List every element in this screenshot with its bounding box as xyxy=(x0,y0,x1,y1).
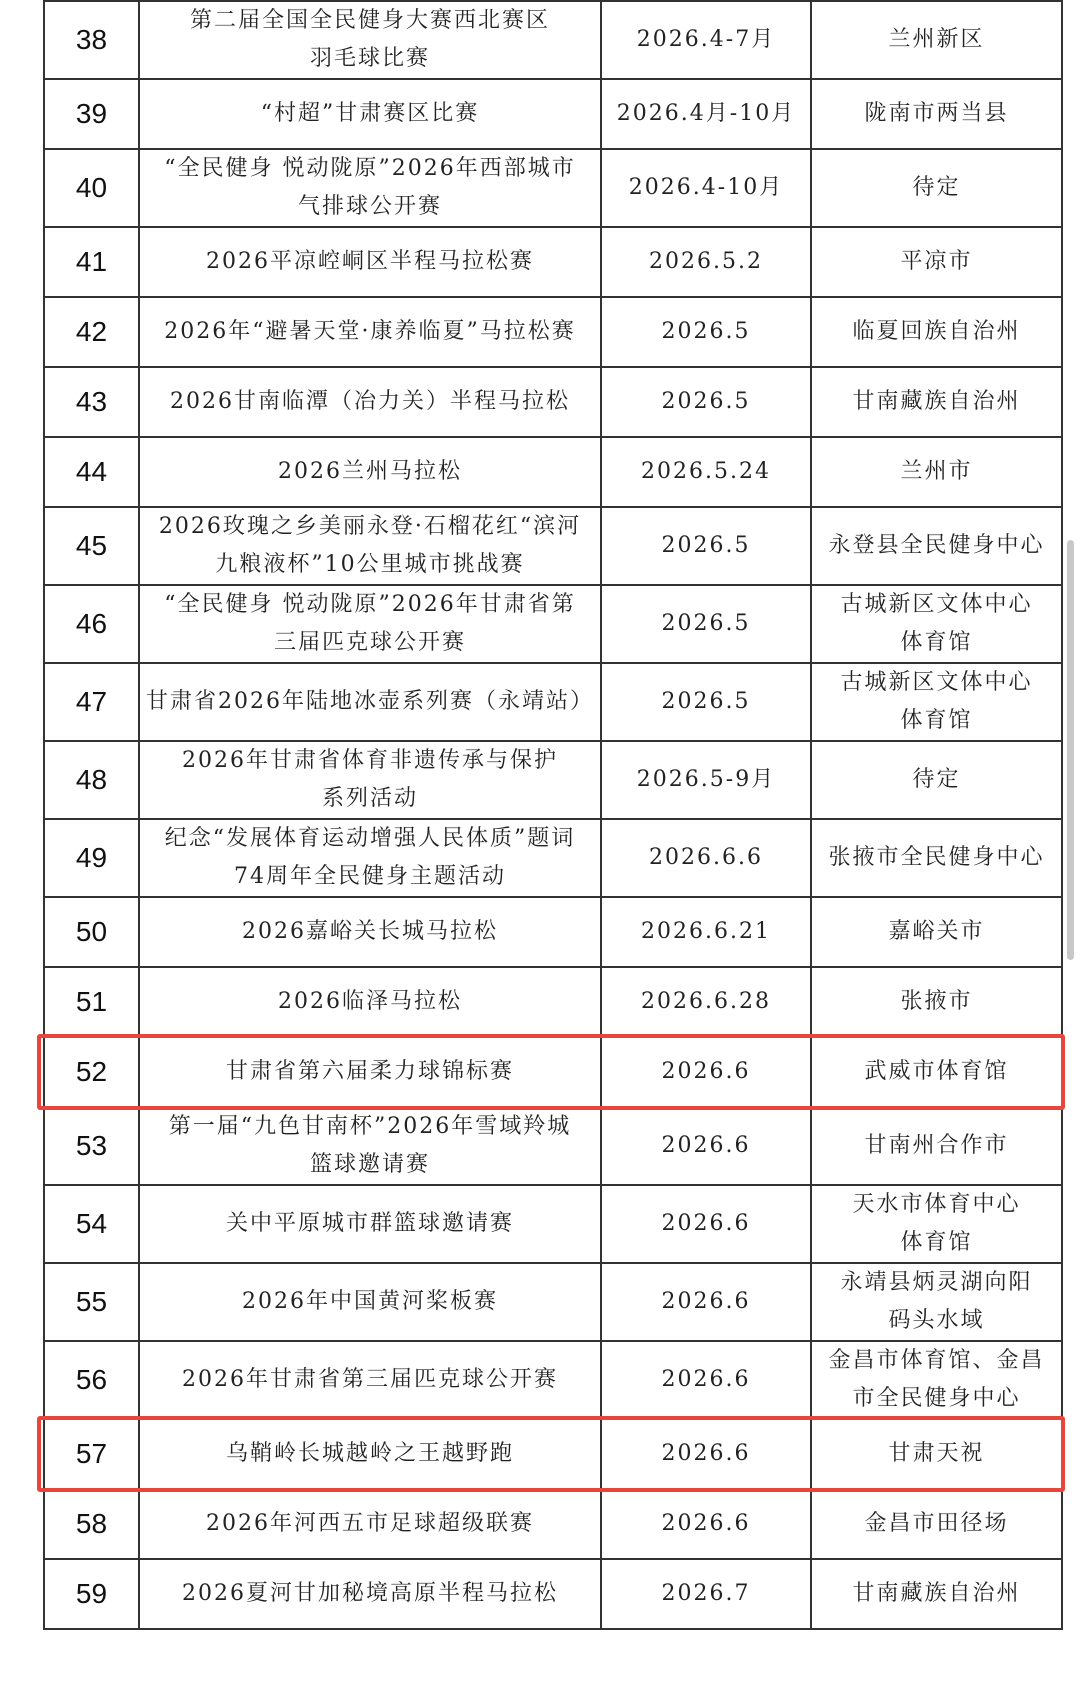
event-name-line: 气排球公开赛 xyxy=(297,194,442,219)
event-name-cell xyxy=(139,1419,601,1489)
event-venue-line: 待定 xyxy=(912,767,961,792)
event-date-cell: 2026.5 xyxy=(601,297,811,367)
event-date-cell: 2026.4-7月 xyxy=(601,1,811,79)
event-name-cell xyxy=(139,1341,601,1419)
event-name-cell xyxy=(139,227,601,297)
event-name-line: 乌鞘岭长城越岭之王越野跑 xyxy=(225,1441,514,1466)
table-row xyxy=(44,507,1062,585)
event-date-cell: 2026.5-9月 xyxy=(601,741,811,819)
event-name-line: 系列活动 xyxy=(321,786,418,811)
event-venue-line: 码头水域 xyxy=(888,1308,985,1333)
event-venue-cell xyxy=(811,1489,1062,1559)
event-venue-line: 甘南藏族自治州 xyxy=(852,1581,1021,1606)
row-number: 44 xyxy=(44,437,139,507)
event-name-line: 甘肃省2026年陆地冰壶系列赛（永靖站） xyxy=(146,689,594,714)
row-number: 43 xyxy=(44,367,139,437)
event-venue-cell xyxy=(811,1263,1062,1341)
event-venue-line: 体育馆 xyxy=(900,1230,973,1255)
event-venue-cell xyxy=(811,663,1062,741)
event-name-line: 2026嘉峪关长城马拉松 xyxy=(242,919,498,944)
event-date-cell: 2026.6 xyxy=(601,1037,811,1107)
event-name-line: 羽毛球比赛 xyxy=(309,46,430,71)
table-row xyxy=(44,297,1062,367)
row-number: 54 xyxy=(44,1185,139,1263)
event-date-cell: 2026.6 xyxy=(601,1489,811,1559)
event-venue-cell xyxy=(811,507,1062,585)
event-name-line: 九粮液杯”10公里城市挑战赛 xyxy=(215,552,525,577)
table-row xyxy=(44,1107,1062,1185)
event-venue-line: 甘南藏族自治州 xyxy=(852,389,1021,414)
event-venue-line: 嘉峪关市 xyxy=(888,919,985,944)
event-name-line: 2026兰州马拉松 xyxy=(278,459,462,484)
event-venue-line: 体育馆 xyxy=(900,630,973,655)
event-venue-line: 金昌市田径场 xyxy=(864,1511,1009,1536)
table-body xyxy=(44,1,1062,1629)
table-row xyxy=(44,1419,1062,1489)
table-row xyxy=(44,819,1062,897)
table-row xyxy=(44,1263,1062,1341)
event-venue-cell xyxy=(811,1419,1062,1489)
event-name-cell xyxy=(139,1037,601,1107)
event-date-cell: 2026.6 xyxy=(601,1341,811,1419)
row-number: 57 xyxy=(44,1419,139,1489)
event-venue-line: 兰州新区 xyxy=(888,27,985,52)
event-venue-cell xyxy=(811,967,1062,1037)
event-venue-line: 甘肃天祝 xyxy=(888,1441,985,1466)
row-number: 39 xyxy=(44,79,139,149)
table-row xyxy=(44,1037,1062,1107)
event-name-cell xyxy=(139,1,601,79)
event-name-line: 纪念“发展体育运动增强人民体质”题词 xyxy=(164,826,576,851)
table-row xyxy=(44,663,1062,741)
event-date-cell: 2026.5 xyxy=(601,507,811,585)
row-number: 42 xyxy=(44,297,139,367)
event-venue-line: 永登县全民健身中心 xyxy=(828,533,1045,558)
event-venue-cell xyxy=(811,1,1062,79)
event-schedule-table xyxy=(43,0,1063,1630)
event-name-cell xyxy=(139,79,601,149)
table-row xyxy=(44,1559,1062,1629)
event-name-cell xyxy=(139,897,601,967)
table-row xyxy=(44,149,1062,227)
event-name-line: “村超”甘肃赛区比赛 xyxy=(260,101,480,126)
table-row xyxy=(44,741,1062,819)
row-number: 41 xyxy=(44,227,139,297)
table-row xyxy=(44,367,1062,437)
event-name-line: 2026年中国黄河桨板赛 xyxy=(242,1289,498,1314)
event-date-cell: 2026.7 xyxy=(601,1559,811,1629)
event-name-line: “全民健身 悦动陇原”2026年西部城市 xyxy=(164,156,576,181)
event-venue-cell xyxy=(811,585,1062,663)
event-name-cell xyxy=(139,1107,601,1185)
table-row xyxy=(44,897,1062,967)
row-number: 47 xyxy=(44,663,139,741)
row-number: 50 xyxy=(44,897,139,967)
event-name-cell xyxy=(139,507,601,585)
event-venue-cell xyxy=(811,1107,1062,1185)
event-date-cell: 2026.5.2 xyxy=(601,227,811,297)
event-date-cell: 2026.5 xyxy=(601,585,811,663)
event-name-line: 2026玫瑰之乡美丽永登·石榴花红“滨河 xyxy=(158,514,582,539)
table-row xyxy=(44,967,1062,1037)
row-number: 58 xyxy=(44,1489,139,1559)
event-name-cell xyxy=(139,819,601,897)
event-venue-line: 体育馆 xyxy=(900,708,973,733)
event-name-line: 2026夏河甘加秘境高原半程马拉松 xyxy=(182,1581,558,1606)
event-venue-line: 平凉市 xyxy=(900,249,973,274)
row-number: 49 xyxy=(44,819,139,897)
event-name-cell xyxy=(139,437,601,507)
event-name-cell xyxy=(139,967,601,1037)
event-venue-line: 永靖县炳灵湖向阳 xyxy=(840,1270,1033,1295)
event-name-cell xyxy=(139,149,601,227)
event-name-line: 篮球邀请赛 xyxy=(309,1152,430,1177)
table-row xyxy=(44,79,1062,149)
event-name-cell xyxy=(139,741,601,819)
event-name-line: 三届匹克球公开赛 xyxy=(273,630,466,655)
table-row xyxy=(44,1489,1062,1559)
event-name-line: 第二届全国全民健身大赛西北赛区 xyxy=(189,8,550,33)
event-name-cell xyxy=(139,1489,601,1559)
event-name-line: 74周年全民健身主题活动 xyxy=(234,864,506,889)
event-name-cell xyxy=(139,367,601,437)
row-number: 56 xyxy=(44,1341,139,1419)
event-name-cell xyxy=(139,1559,601,1629)
event-name-cell xyxy=(139,297,601,367)
event-venue-cell xyxy=(811,437,1062,507)
row-number: 51 xyxy=(44,967,139,1037)
event-name-line: 甘肃省第六届柔力球锦标赛 xyxy=(225,1059,514,1084)
event-date-cell: 2026.6 xyxy=(601,1107,811,1185)
row-number: 48 xyxy=(44,741,139,819)
event-name-line: “全民健身 悦动陇原”2026年甘肃省第 xyxy=(164,592,576,617)
event-venue-line: 武威市体育馆 xyxy=(864,1059,1009,1084)
event-venue-cell xyxy=(811,1341,1062,1419)
row-number: 55 xyxy=(44,1263,139,1341)
event-venue-cell xyxy=(811,819,1062,897)
event-venue-line: 古城新区文体中心 xyxy=(840,592,1033,617)
event-date-cell: 2026.6 xyxy=(601,1185,811,1263)
event-name-line: 2026年甘肃省第三届匹克球公开赛 xyxy=(182,1367,558,1392)
event-venue-line: 张掖市全民健身中心 xyxy=(828,845,1045,870)
event-venue-cell xyxy=(811,741,1062,819)
event-name-line: 2026甘南临潭（冶力关）半程马拉松 xyxy=(170,389,570,414)
event-name-cell xyxy=(139,1185,601,1263)
event-venue-cell xyxy=(811,1559,1062,1629)
event-name-line: 2026年河西五市足球超级联赛 xyxy=(206,1511,534,1536)
event-venue-line: 古城新区文体中心 xyxy=(840,670,1033,695)
event-venue-cell xyxy=(811,1185,1062,1263)
event-venue-cell xyxy=(811,897,1062,967)
vertical-scrollbar[interactable] xyxy=(1067,540,1074,960)
event-name-line: 第一届“九色甘南杯”2026年雪域羚城 xyxy=(168,1114,572,1139)
table-row xyxy=(44,1341,1062,1419)
event-name-cell xyxy=(139,663,601,741)
row-number: 40 xyxy=(44,149,139,227)
event-venue-line: 金昌市体育馆、金昌 xyxy=(828,1348,1045,1373)
row-number: 38 xyxy=(44,1,139,79)
event-venue-line: 临夏回族自治州 xyxy=(852,319,1021,344)
event-venue-cell xyxy=(811,79,1062,149)
event-venue-line: 天水市体育中心 xyxy=(852,1192,1021,1217)
event-venue-cell xyxy=(811,149,1062,227)
event-date-cell: 2026.6.21 xyxy=(601,897,811,967)
event-date-cell: 2026.4月-10月 xyxy=(601,79,811,149)
event-name-cell xyxy=(139,585,601,663)
row-number: 59 xyxy=(44,1559,139,1629)
row-number: 46 xyxy=(44,585,139,663)
event-date-cell: 2026.5 xyxy=(601,367,811,437)
event-date-cell: 2026.6 xyxy=(601,1419,811,1489)
event-venue-line: 待定 xyxy=(912,175,961,200)
event-date-cell: 2026.6.28 xyxy=(601,967,811,1037)
event-name-line: 2026临泽马拉松 xyxy=(278,989,462,1014)
table-row xyxy=(44,437,1062,507)
row-number: 52 xyxy=(44,1037,139,1107)
event-name-line: 关中平原城市群篮球邀请赛 xyxy=(225,1211,514,1236)
event-date-cell: 2026.6 xyxy=(601,1263,811,1341)
event-name-line: 2026年甘肃省体育非遗传承与保护 xyxy=(182,748,558,773)
table-row xyxy=(44,227,1062,297)
event-date-cell: 2026.4-10月 xyxy=(601,149,811,227)
event-venue-cell xyxy=(811,367,1062,437)
event-venue-line: 甘南州合作市 xyxy=(864,1133,1009,1158)
event-name-line: 2026平凉崆峒区半程马拉松赛 xyxy=(206,249,534,274)
event-date-cell: 2026.5 xyxy=(601,663,811,741)
event-date-cell: 2026.6.6 xyxy=(601,819,811,897)
row-number: 45 xyxy=(44,507,139,585)
event-venue-line: 陇南市两当县 xyxy=(864,101,1009,126)
table-row xyxy=(44,1,1062,79)
event-venue-cell xyxy=(811,227,1062,297)
event-date-cell: 2026.5.24 xyxy=(601,437,811,507)
event-venue-cell xyxy=(811,297,1062,367)
event-venue-line: 张掖市 xyxy=(900,989,973,1014)
table-row xyxy=(44,585,1062,663)
event-venue-cell xyxy=(811,1037,1062,1107)
row-number: 53 xyxy=(44,1107,139,1185)
event-venue-line: 兰州市 xyxy=(900,459,973,484)
table-row xyxy=(44,1185,1062,1263)
event-venue-line: 市全民健身中心 xyxy=(852,1386,1021,1411)
event-name-cell xyxy=(139,1263,601,1341)
event-name-line: 2026年“避暑天堂·康养临夏”马拉松赛 xyxy=(164,319,576,344)
